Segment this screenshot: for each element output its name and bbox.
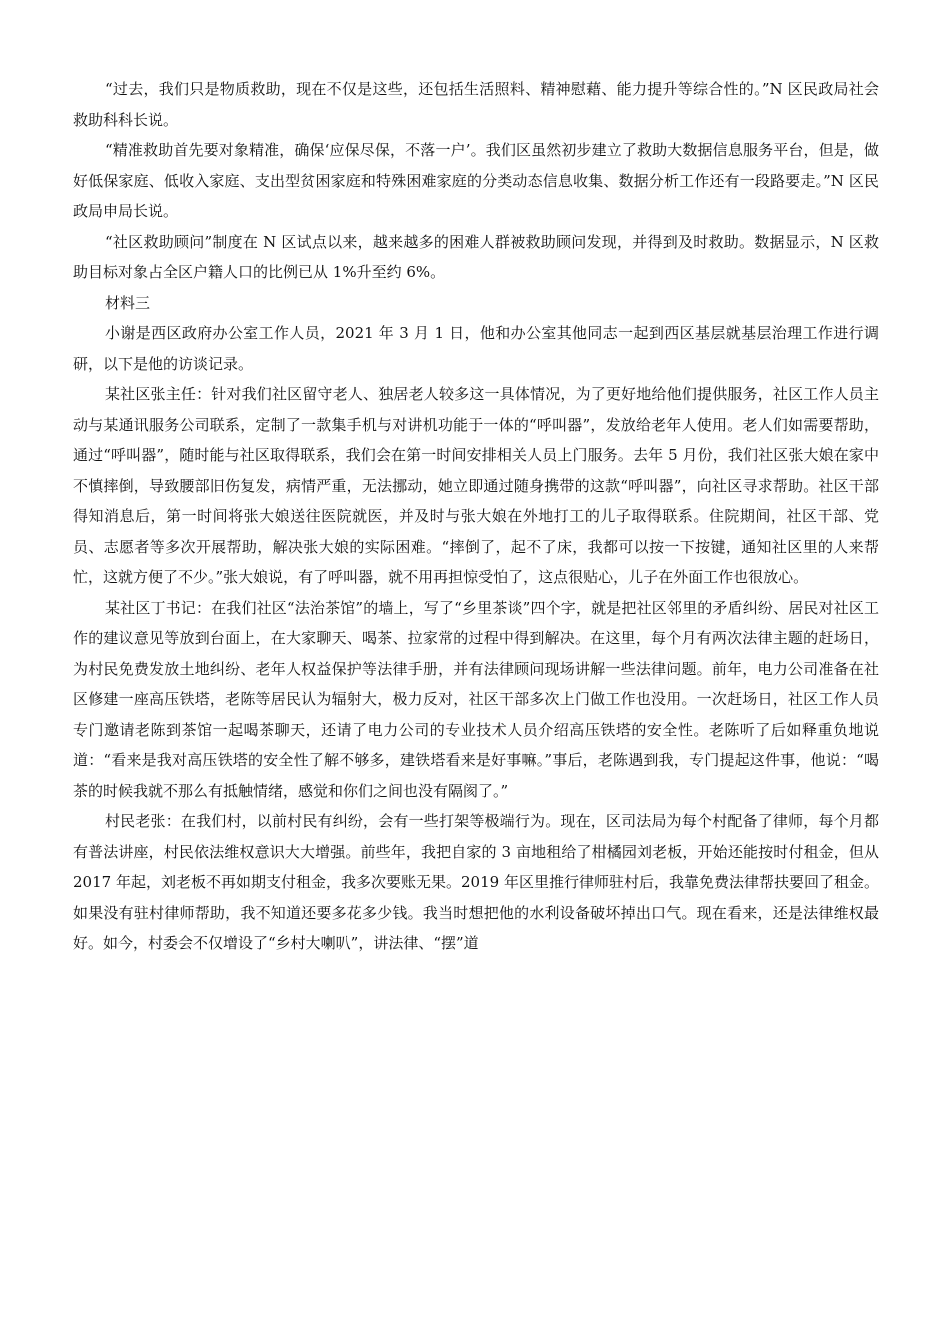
paragraph-civil-affairs-director: “精准救助首先要对象精准，确保‘应保尽保，不落一户’。我们区虽然初步建立了救助大数据信息服务平台，但是，做好低保家庭、低收入家庭、支出型贫困家庭和特殊困难家庭的分类动态信息收集、数据分析工作还有一段路要走。”N 区民政局申局长说。 bbox=[73, 141, 879, 220]
paragraph-director-zhang: 某社区张主任：针对我们社区留守老人、独居老人较多这一具体情况，为了更好地给他们提供服务，社区工作人员主动与某通讯服务公司联系，定制了一款集手机与对讲机功能于一体的“呼叫器”，发放给老年人使用。老人们如需要帮助，通过“呼叫器”，随时能与社区取得联系，我们会在第一时间安排相关人员上门服务。去年 5 月份，我们社区张大娘在家中不慎摔倒，导致腰部旧伤复发，病情严重，无法挪动，她立即通过随身携带的这款“呼叫器”，向社区寻求帮助。社区干部得知消息后，第一时间将张大娘送往医院就医，并及时与张大娘在外地打工的儿子取得联系。住院期间，社区干部、党员、志愿者等多次开展帮助，解决张大娘的实际困难。“摔倒了，起不了床，我都可以按一下按键，通知社区里的人来帮忙，这就方便了不少。”张大娘说，有了呼叫器，就不用再担惊受怕了，这点很贴心，儿子在外面工作也很放心。 bbox=[73, 385, 879, 586]
paragraph-civil-affairs-section-chief: “过去，我们只是物质救助，现在不仅是这些，还包括生活照料、精神慰藉、能力提升等综合性的。”N 区民政局社会救助科科长说。 bbox=[73, 80, 879, 129]
paragraph-xiao-xie-intro: 小谢是西区政府办公室工作人员，2021 年 3 月 1 日，他和办公室其他同志一起到西区基层就基层治理工作进行调研，以下是他的访谈记录。 bbox=[73, 324, 879, 373]
paragraph-secretary-ding: 某社区丁书记：在我们社区“法治茶馆”的墙上，写了“乡里茶谈”四个字，就是把社区邻里的矛盾纠纷、居民对社区工作的建议意见等放到台面上，在大家聊天、喝茶、拉家常的过程中得到解决。在这里，每个月有两次法律主题的赶场日，为村民免费发放土地纠纷、老年人权益保护等法律手册，并有法律顾问现场讲解一些法律问题。前年，电力公司准备在社区修建一座高压铁塔，老陈等居民认为辐射大，极力反对，社区干部多次上门做工作也没用。一次赶场日，社区工作人员专门邀请老陈到茶馆一起喝茶聊天，还请了电力公司的专业技术人员介绍高压铁塔的安全性。老陈听了后如释重负地说道：“看来是我对高压铁塔的安全性了解不够多，建铁塔看来是好事嘛。”事后，老陈遇到我，专门提起这件事，他说：“喝茶的时候我就不那么有抵触情绪，感觉和你们之间也没有隔阂了。” bbox=[73, 598, 879, 800]
paragraph-villager-lao-zhang: 村民老张：在我们村，以前村民有纠纷，会有一些打架等极端行为。现在，区司法局为每个村配备了律师，每个月都有普法讲座，村民依法维权意识大大增强。前些年，我把自家的 3 亩地租给了柑橘园刘老板，开始还能按时付租金，但从 2017 年起，刘老板不再如期支付租金，我多次要账无果。2019 年区里推行律师驻村后，我靠免费法律帮扶要回了租金。如果没有驻村律师帮助，我不知道还要多花多少钱。我当时想把他的水利设备破坏掉出口气。现在看来，还是法律维权最好。如今，村委会不仅增设了“乡村大喇叭”，讲法律、“摆”道 bbox=[73, 812, 879, 952]
document-page bbox=[73, 74, 879, 959]
paragraph-assistance-advisor-system: “社区救助顾问”制度在 N 区试点以来，越来越多的困难人群被救助顾问发现，并得到及时救助。数据显示，N 区救助目标对象占全区户籍人口的比例已从 1%升至约 6%。 bbox=[73, 232, 879, 281]
section-heading-material-three: 材料三 bbox=[105, 293, 151, 312]
